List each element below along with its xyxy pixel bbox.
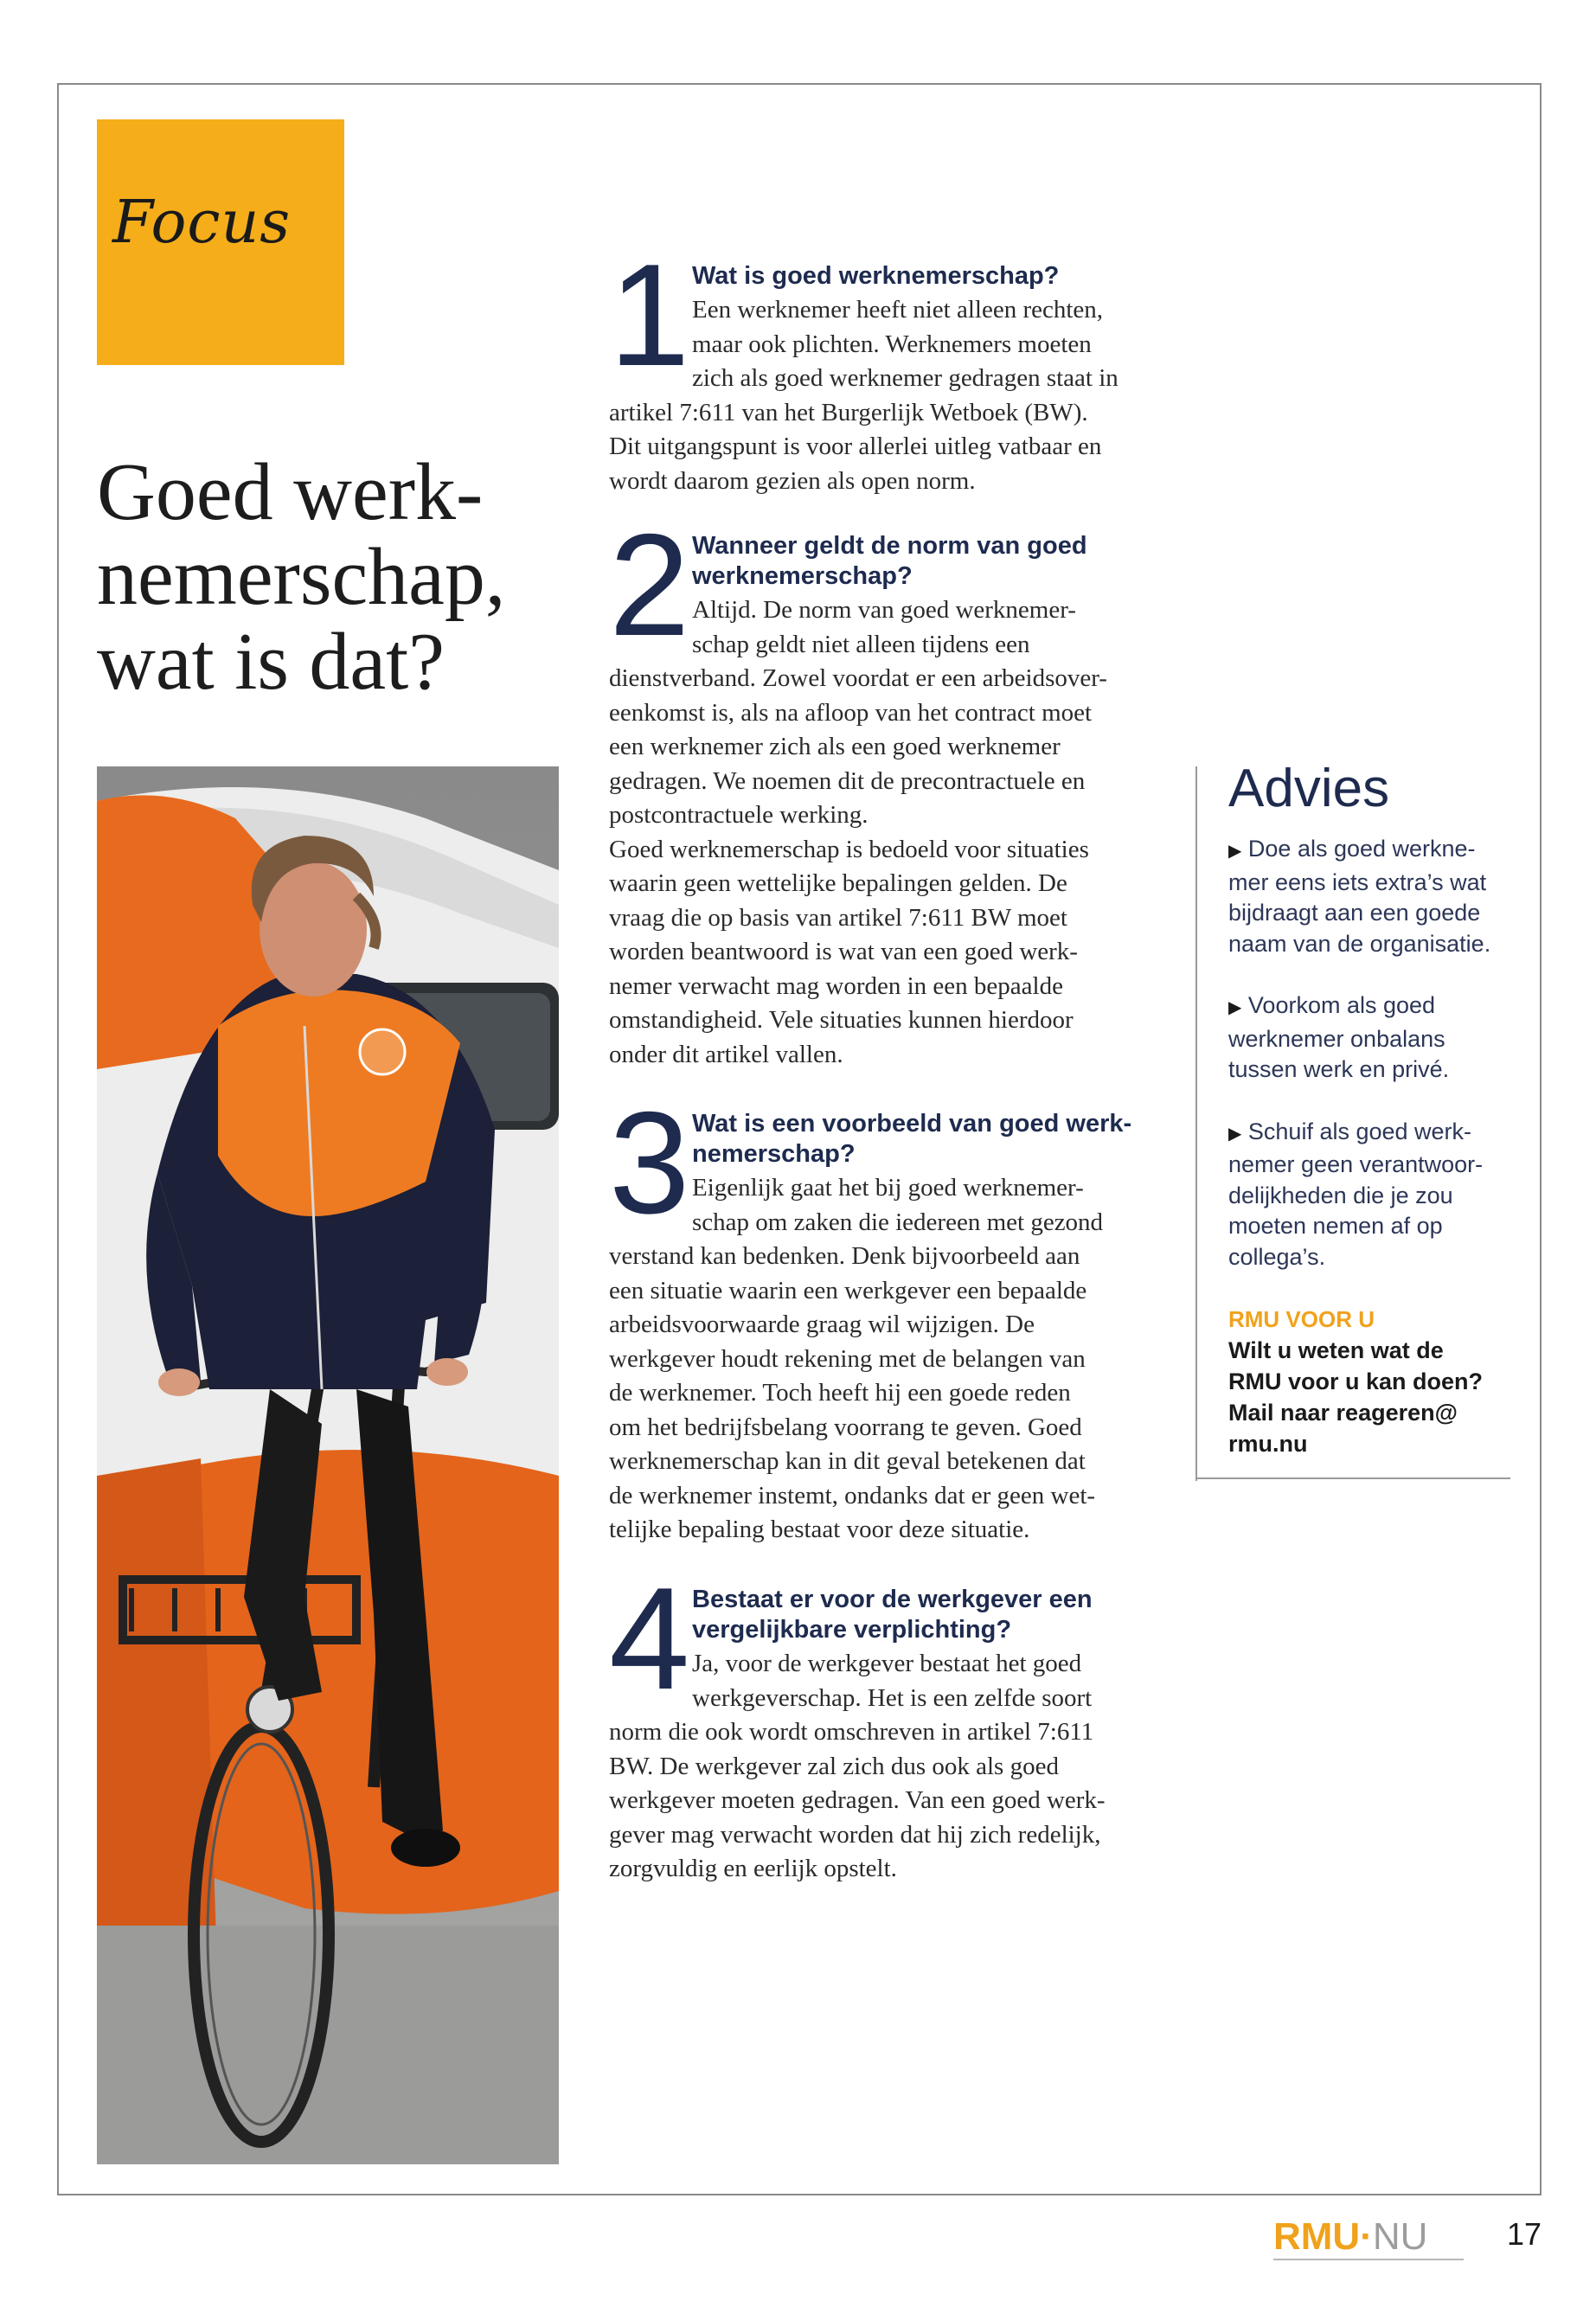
play-triangle-icon: ▶ — [1228, 998, 1242, 1017]
advies-divider — [1195, 766, 1197, 1481]
answer-line: maar ook plichten. Werknemers moeten — [692, 330, 1092, 358]
answer-line: Goed werknemerschap is bedoeld voor situaties — [609, 835, 1089, 863]
title-line: Goed werk- — [97, 447, 484, 537]
email-link[interactable]: rmu.nu — [1228, 1431, 1308, 1457]
answer-line: Ja, voor de werkgever bestaat het goed — [692, 1650, 1082, 1677]
answer-line: vraag die op basis van artikel 7:611 BW moet — [609, 903, 1067, 932]
question-line: vergelijkbare verplichting? — [692, 1616, 1012, 1644]
qa-block-2 — [609, 503, 1159, 1072]
answer-line: BW. De werkgever zal zich dus ook als goed — [609, 1752, 1059, 1780]
question-heading — [692, 531, 1159, 592]
answer-line: eenkomst is, als na afloop van het contract moet — [609, 698, 1093, 727]
answer-line: de werknemer. Toch heeft hij een goede reden — [609, 1379, 1071, 1407]
answer-text — [609, 1171, 1159, 1548]
question-number: 1 — [609, 234, 690, 396]
answer-line: postcontractuele werking. — [609, 801, 869, 829]
page-number: 17 — [1507, 2216, 1542, 2252]
rmu-cta — [1228, 1335, 1522, 1459]
title-line: nemerschap, — [97, 532, 506, 622]
answer-line: onder dit artikel vallen. — [609, 1040, 843, 1068]
question-line: Bestaat er voor de werkgever een — [692, 1586, 1093, 1613]
answer-line: waarin geen wettelijke bepalingen gelden. De — [609, 869, 1067, 897]
answer-text — [609, 1647, 1159, 1887]
qa-block-3 — [609, 1081, 1159, 1548]
answer-line: werkgever moeten gedragen. Van een goed werk- — [609, 1786, 1106, 1814]
question-heading — [692, 261, 1159, 292]
question-line: nemerschap? — [692, 1140, 856, 1168]
qa-block-1 — [609, 234, 1159, 498]
advies-line: werknemer onbalans — [1228, 1025, 1445, 1052]
logo-underline — [1273, 2259, 1464, 2260]
answer-line: werknemerschap kan in dit geval betekenen dat — [609, 1447, 1086, 1475]
question-number: 3 — [609, 1081, 690, 1244]
answer-line: schap om zaken die iedereen met gezond — [692, 1208, 1104, 1236]
question-line: werknemerschap? — [692, 562, 913, 590]
advies-box — [1228, 754, 1522, 1459]
play-triangle-icon: ▶ — [1228, 1124, 1242, 1144]
answer-line: schap geldt niet alleen tijdens een — [692, 630, 1030, 658]
question-line: Wat is goed werknemerschap? — [692, 262, 1060, 290]
logo-rmu: RMU — [1273, 2215, 1361, 2258]
cyclist-photo — [97, 766, 559, 2164]
rmu-nu-logo — [1273, 2214, 1427, 2259]
question-heading — [692, 1585, 1159, 1645]
advies-line: mer eens iets extra’s wat — [1228, 868, 1487, 895]
question-number: 2 — [609, 503, 690, 666]
advies-line: Schuif als goed werk- — [1247, 1118, 1472, 1144]
advies-line: nemer geen verantwoor- — [1228, 1151, 1484, 1177]
advies-line: bijdraagt aan een goede — [1228, 900, 1481, 926]
question-line: Wat is een voorbeeld van goed werk- — [692, 1110, 1132, 1138]
logo-dot: · — [1360, 2215, 1373, 2258]
answer-line: Dit uitgangspunt is voor allerlei uitleg vatbaar en — [609, 433, 1102, 460]
answer-line: een werknemer zich als een goed werknemer — [609, 733, 1061, 760]
advies-item — [1228, 834, 1522, 959]
answer-line: Eigenlijk gaat het bij goed werknemer- — [692, 1174, 1084, 1202]
answer-line: wordt daarom gezien als open norm. — [609, 466, 976, 495]
logo-nu: NU — [1372, 2215, 1428, 2258]
cta-line: Wilt u weten wat de — [1228, 1337, 1444, 1363]
play-triangle-icon: ▶ — [1228, 842, 1242, 861]
advies-line: Doe als goed werkne- — [1247, 836, 1476, 862]
answer-line: omstandigheid. Vele situaties kunnen hierdoor — [609, 1006, 1074, 1034]
answer-line: norm die ook wordt omschreven in artikel 7:611 — [609, 1718, 1094, 1746]
answer-line: verstand kan bedenken. Denk bijvoorbeeld aan — [609, 1242, 1080, 1270]
answer-line: artikel 7:611 van het Burgerlijk Wetboek (BW). — [609, 398, 1088, 426]
answer-text — [609, 293, 1159, 498]
answer-line: Een werknemer heeft niet alleen rechten, — [692, 296, 1104, 324]
answer-line: arbeidsvoorwaarde graag wil wijzigen. De — [609, 1311, 1035, 1338]
answer-line: de werknemer instemt, ondanks dat er geen wet- — [609, 1481, 1096, 1509]
advies-line: delijkheden die je zou — [1228, 1182, 1453, 1208]
question-heading — [692, 1109, 1159, 1170]
answer-line: om het bedrijfsbelang voorrang te geven. Goed — [609, 1413, 1082, 1441]
advies-item — [1228, 990, 1522, 1086]
qa-block-4 — [609, 1557, 1159, 1887]
answer-line: zorgvuldig en eerlijk opstelt. — [609, 1855, 897, 1882]
cta-line: Mail naar reageren@ — [1228, 1400, 1458, 1426]
answer-line: worden beantwoord is wat van een goed werk- — [609, 938, 1078, 965]
answer-line: gever mag verwacht worden dat hij zich redelijk, — [609, 1820, 1101, 1849]
section-label: Focus — [112, 189, 292, 257]
advies-line: collega’s. — [1228, 1243, 1326, 1270]
answer-line: dienstverband. Zowel voordat er een arbeidsover- — [609, 664, 1107, 692]
answer-line: gedragen. We noemen dit de precontractuele en — [609, 766, 1086, 795]
page-title — [97, 447, 581, 707]
answer-line: werkgever houdt rekening met de belangen van — [609, 1344, 1086, 1373]
answer-text — [609, 593, 1159, 1072]
question-line: Wanneer geldt de norm van goed — [692, 532, 1087, 560]
photo-icon — [97, 766, 559, 2164]
rmu-kicker: RMU VOOR U — [1228, 1306, 1375, 1332]
advies-line: tussen werk en privé. — [1228, 1056, 1450, 1082]
answer-line: zich als goed werknemer gedragen staat in — [692, 364, 1118, 392]
advies-title: Advies — [1228, 759, 1390, 818]
advies-line: naam van de organisatie. — [1228, 930, 1491, 957]
answer-line: telijke bepaling bestaat voor deze situatie. — [609, 1516, 1030, 1543]
advies-line: Voorkom als goed — [1247, 992, 1436, 1018]
advies-bottom-rule — [1195, 1477, 1510, 1479]
answer-line: werkgeverschap. Het is een zelfde soort — [692, 1683, 1093, 1712]
answer-line: Altijd. De norm van goed werknemer- — [692, 596, 1076, 624]
advies-item — [1228, 1117, 1522, 1273]
cta-line: RMU voor u kan doen? — [1228, 1368, 1484, 1394]
title-line: wat is dat? — [97, 617, 445, 707]
question-number: 4 — [609, 1557, 690, 1720]
advies-line: moeten nemen af op — [1228, 1213, 1443, 1239]
answer-line: een situatie waarin een werkgever een bepaalde — [609, 1276, 1087, 1304]
answer-line: nemer verwacht mag worden in een bepaalde — [609, 971, 1063, 1000]
